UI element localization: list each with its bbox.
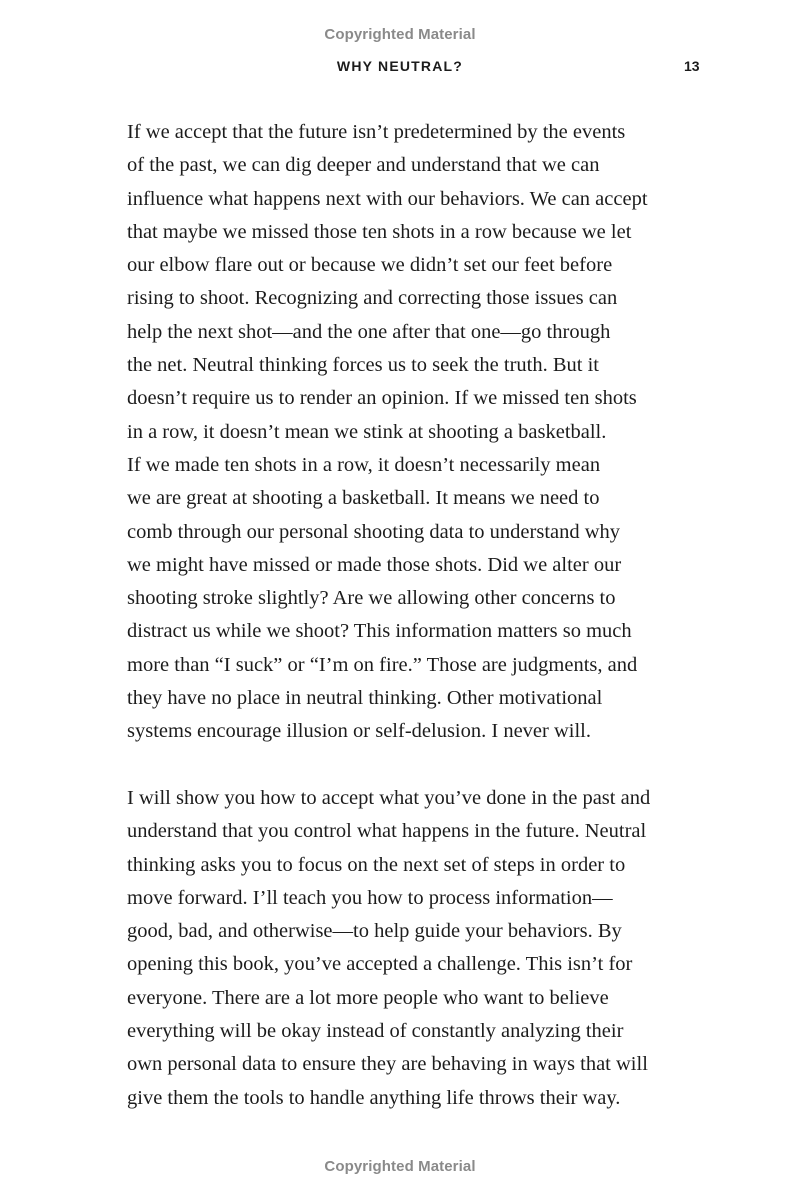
paragraph-2 <box>127 782 727 1115</box>
paragraph-spacer <box>127 749 727 782</box>
text-line: give them the tools to handle anything life throws their way. <box>127 1086 621 1109</box>
text-line: our elbow flare out or because we didn’t set our feet before <box>127 254 613 277</box>
page-number: 13 <box>684 58 700 74</box>
text-line: help the next shot—and the one after that one—go through <box>127 320 611 343</box>
text-line: we are great at shooting a basketball. It means we need to <box>127 487 600 510</box>
text-line: If we made ten shots in a row, it doesn’t necessarily mean <box>127 453 601 476</box>
text-line: that maybe we missed those ten shots in a row because we let <box>127 220 632 243</box>
body-text <box>127 116 727 1115</box>
text-line: everyone. There are a lot more people who want to believe <box>127 986 609 1009</box>
copyright-watermark-bottom: Copyrighted Material <box>324 1158 476 1175</box>
text-line: rising to shoot. Recognizing and correcting those issues can <box>127 287 618 310</box>
text-line: of the past, we can dig deeper and understand that we can <box>127 154 600 177</box>
running-head-title: WHY NEUTRAL? <box>336 58 464 74</box>
text-line: thinking asks you to focus on the next set of steps in order to <box>127 853 626 876</box>
text-line: influence what happens next with our behaviors. We can accept <box>127 187 648 210</box>
text-line: they have no place in neutral thinking. Other motivational <box>127 687 603 710</box>
text-line: shooting stroke slightly? Are we allowing other concerns to <box>127 587 616 610</box>
text-line: the net. Neutral thinking forces us to seek the truth. But it <box>127 354 599 377</box>
text-line: opening this book, you’ve accepted a challenge. This isn’t for <box>127 953 633 976</box>
paragraph-1 <box>127 116 727 749</box>
text-line: in a row, it doesn’t mean we stink at shooting a basketball. <box>127 420 607 443</box>
text-line: move forward. I’ll teach you how to process information— <box>127 886 613 909</box>
copyright-watermark-top: Copyrighted Material <box>324 26 476 43</box>
text-line: comb through our personal shooting data to understand why <box>127 520 621 543</box>
text-line: we might have missed or made those shots. Did we alter our <box>127 553 622 576</box>
text-line: good, bad, and otherwise—to help guide your behaviors. By <box>127 920 622 943</box>
text-line: understand that you control what happens in the future. Neutral <box>127 820 647 843</box>
text-line: more than “I suck” or “I’m on fire.” Those are judgments, and <box>127 653 638 676</box>
text-line: own personal data to ensure they are behaving in ways that will <box>127 1053 648 1076</box>
text-line: doesn’t require us to render an opinion. If we missed ten shots <box>127 387 637 410</box>
text-line: systems encourage illusion or self-delusion. I never will. <box>127 720 591 743</box>
text-line: distract us while we shoot? This information matters so much <box>127 620 632 643</box>
text-line: everything will be okay instead of constantly analyzing their <box>127 1020 624 1043</box>
text-line: I will show you how to accept what you’ve done in the past and <box>127 786 651 809</box>
text-line: If we accept that the future isn’t predetermined by the events <box>127 121 626 143</box>
